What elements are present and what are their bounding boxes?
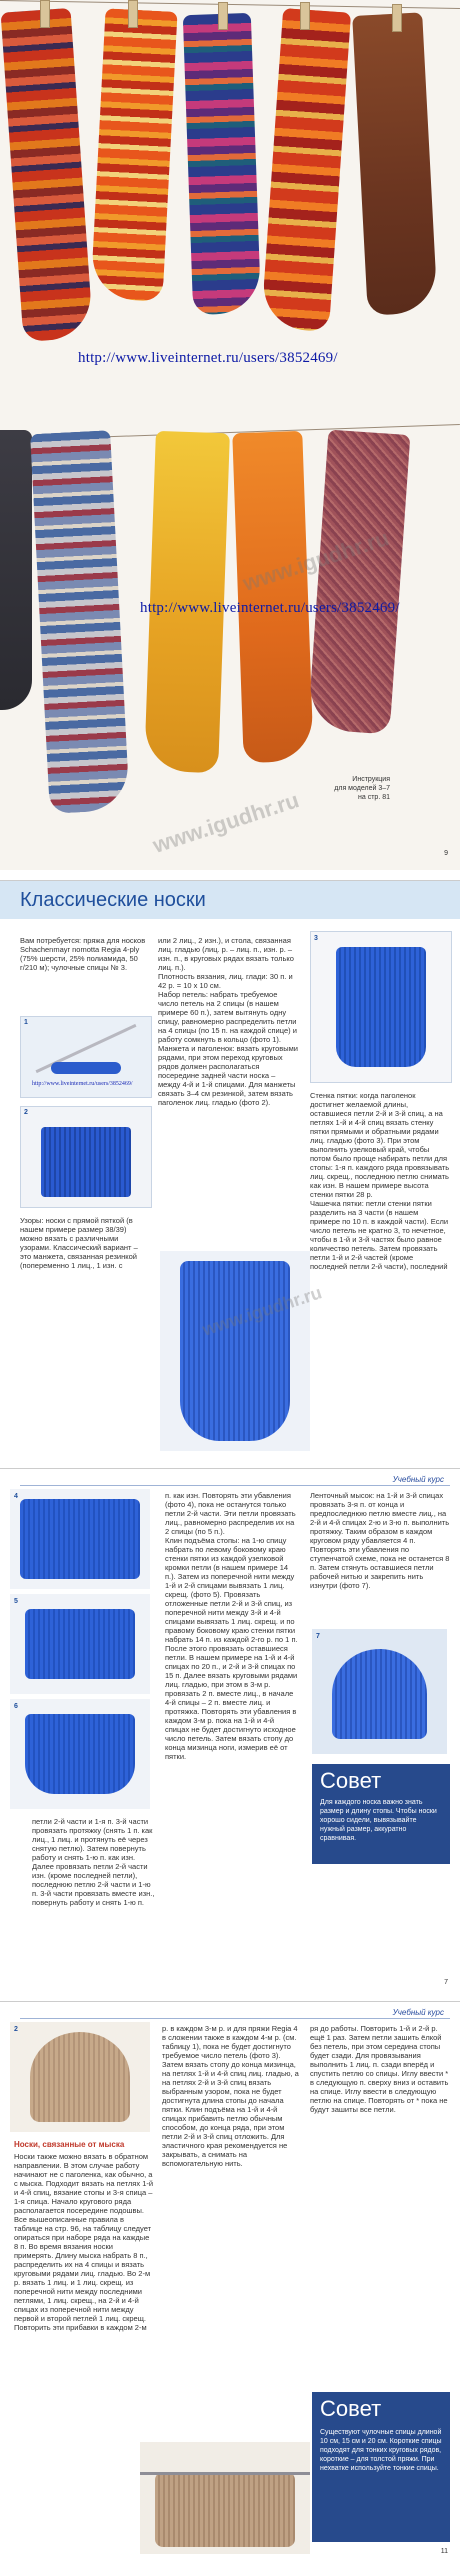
clothespeg [392, 4, 402, 32]
toe-blue [332, 1649, 427, 1739]
knitting-needle [140, 2472, 310, 2475]
sock-brown-plain [352, 12, 438, 315]
sock-heel-blue [180, 1261, 290, 1441]
page-title: Классические носки [20, 889, 206, 911]
knitted-piece-beige [155, 2472, 295, 2547]
page-number: 11 [440, 2548, 448, 2555]
tip-title: Совет [320, 2396, 382, 2421]
column-3-text: ря до работы. Повторить 1-й и 2-й р. ещё 1 раз. Затем петли зашить ёлкой без петель, при этом середина стопы будет сзади. Для провязывания выполнить 1 лиц. п. сзади вперёд и спустить петлю со спицы. Иглу ввести * в следующую п. сверху вниз и оставить на спице. Иглу ввести в следующую петлю на спице. Повторять от * пока не будут зашиты все петли. [310, 2024, 451, 2114]
patterns-text: Узоры: носки с прямой пяткой (в нашем примере размер 38/39) можно вязать с различными узорами. Классический вариант – это манжета, связанная резинкой (попеременно 1 лиц., 1 изн. с [20, 1216, 140, 1270]
column-2-text: р. в каждом 3-м р. и для пряжи Regia 4 в сложении также в каждом 4-м р. (см. таблицу 1), пока не будет достигнуто требуемое число петель (фото 3). Затем вязать стопу до конца мизинца, на петлях 1-й и 4-й спиц лиц. гладью, а на петлях 2-й и 3-й спиц вязать выбранным узором, пока не будет достигнута длина стопы до начала пятки. Клин подъёма на 1-й и 4-й спицах прибавить петлю обычным способом, до конца ряда, при этом петли 2-й и 3-й спиц отложить. Для эластичного края рекомендуется не закрывать, а снимать на вспомогательную нить. [162, 2024, 301, 2168]
course-header: Учебный курс [392, 1475, 444, 1484]
tip-text: Для каждого носка важно знать размер и длину стопы. Чтобы носки хорошо сидели, вывязывайте нужный размер, аккуратно сравнивая. [320, 1799, 437, 1842]
header-rule [20, 2018, 450, 2019]
photo-7 [312, 1629, 447, 1754]
photo-label-5: 5 [14, 1598, 18, 1605]
photo-2 [20, 1106, 152, 1208]
page-number: 9 [444, 850, 448, 857]
watermark-site-3: www.igudhr.ru [199, 1282, 325, 1340]
clothespeg [218, 2, 228, 30]
gusset-blue [25, 1609, 135, 1679]
knitted-tube-blue [41, 1127, 131, 1197]
page-course-11 [0, 2001, 460, 2560]
photo-4 [10, 1489, 150, 1589]
column-2-text: или 2 лиц., 2 изн.), и стола, связанная лиц. гладью (лиц. р. – лиц. п., изн. р. – изн. п., в круговых рядах вязать только лиц. п.). Плотность вязания, лиц. глади: 30 п. и 42 р. = 10 х 10 см. Набор петель: набрать требуемое число петель на 2 спицы (в нашем примере 60 п.), затем вытянуть одну спицу, равномерно распределить петли на 4 спицы (по 15 п. на каждой спице) и работу сомкнуть в кольцо (фото 1). Манжета и паголенок: вязать круговыми рядами, при этом переход круговых рядов должен располагаться посередине задней части носка – между 4-й и 1-й спицами. Для манжеты связать 3–4 см резинкой, затем вязать паголенок лиц. гладью (фото 2). [158, 936, 298, 1107]
photo-5 [10, 1594, 150, 1694]
subtitle: Носки, связанные от мыска [14, 2140, 125, 2149]
tip-box [312, 2392, 450, 2542]
photo-label-1: 1 [24, 1019, 28, 1026]
photo-3 [310, 931, 452, 1083]
watermark-site-2: www.igudhr.ru [149, 787, 302, 858]
sock-mauve-tweed [308, 430, 411, 735]
photo-label-2: 2 [24, 1109, 28, 1116]
photo-knitting-bottom [140, 2442, 310, 2554]
heel-turn-blue [20, 1499, 140, 1579]
sock-orange-plain [232, 431, 313, 763]
header-rule [20, 1485, 450, 1486]
sock-grey-blue-multicolor [30, 430, 130, 814]
column-3-text: Стенка пятки: когда паголенок достигнет желаемой длины, оставшиеся петли 2-й и 3-й спиц, а на петлях 1-й и 4-й спиц вязать стенку пятки прямыми и обратными рядами лиц. гладью (фото 3). При этом выполнить узелковый край, чтобы потом было проще набирать петли для стопы: 1-я п. каждого ряда провязывать лиц. скрещ., последнюю петлю снимать как изн. В нашем примере высота стенки пятки 28 р. Чашечка пятки: петли стенки пятки разделить на 3 части (в нашем примере по 10 п. в каждой части). Если число петель не кратно 3, то нечетное, чтобы в 1-й и 3-й частях было равное количество петель. Затем провязать петли 1-й и 2-й частей (кроме последней петли 2-й части), последний [310, 1091, 450, 1271]
photo-toe-up [10, 2022, 150, 2132]
tip-title: Совет [320, 1768, 382, 1793]
column-1-text: Носки также можно вязать в обратном направлении. В этом случае работу начинают не с паголенка, как обычно, а с мыска. Подходит вязать на петлях 1-й и 4-й спиц, вязание стопы и 3-я спица – 1-я спица. Начало кругового ряда располагается посередине подошвы. Все вышеописанные правила в таблице на стр. 96, на таблицу следует опираться при наборе ряда на каждые 8 п. Во время вязания носки примерять. Длину мыска набрать 8 п., распределить их на 4 спицы и вязать круговыми рядами лиц. гладью. Во 2-м р. вязать 1 лиц. и 1 лиц. скрещ. из поперечной нити между последними петлями, 1 лиц. скрещ., на 2-й и 4-й спицах из поперечной нити между первой и второй петлей 1 лиц. скрещ. Повторить эти прибавки в каждом 2-м [14, 2152, 156, 2332]
sock-red-orange [261, 8, 351, 332]
photo-label-7: 7 [316, 1633, 320, 1640]
materials-text: Вам потребуется: пряжа для носков Schachenmayr nomotta Regia 4-ply (75% шерсти, 25% полиамида, 50 г/210 м); чулочные спицы № 3. [20, 936, 148, 972]
photo-label-4: 4 [14, 1493, 18, 1500]
column-3-text: Ленточный мысок: на 1-й и 3-й спицах провязать 3-я п. от конца и предпоследнюю петлю вместе лиц., на 2-й и 4-й спицах 2-ю и 3-ю п. выполнить протяжку. Таким образом в каждом круговом ряду убавляется 4 п. Повторять эти убавления по ступенчатой схеме, пока не останется 8 п. Затем стянуть оставшиеся петли рабочей нитью и закрепить нить изнутри (фото 7). [310, 1491, 452, 1590]
sock-orange-stripes [90, 8, 177, 301]
page-course-7 [0, 1468, 460, 1994]
column-1-text: петли 2-й части и 1-я п. 3-й части провязать протяжку (снять 1 п. как лиц., 1 лиц. и протянуть её через снятую петлю). Затем повернуть работу и снять 1-ю п. как изн. Далее провязать петли 2-й части изн. (кроме последней петли), последнюю петлю 2-й части и 1-ю п. 3-й части провязать вместе изн., повернуть работу и снять 1-ю п. [32, 1817, 157, 1907]
sock-dark-partial [0, 430, 32, 710]
course-header: Учебный курс [392, 2008, 444, 2017]
photo-page-socks [0, 0, 460, 870]
page-number: 7 [444, 1979, 448, 1986]
clothespeg [128, 0, 138, 28]
tip-box [312, 1764, 450, 1864]
toe-beige [30, 2032, 130, 2122]
watermark-url-3: http://www.liveinternet.ru/users/3852469/ [32, 1081, 133, 1087]
photo-label-3: 3 [314, 935, 318, 942]
yarn-blue [51, 1062, 121, 1074]
clothespeg [300, 2, 310, 30]
clothespeg [40, 0, 50, 28]
clothesline-top [0, 0, 460, 9]
sock-multicolor-red [1, 8, 94, 342]
watermark-url-2: http://www.liveinternet.ru/users/3852469/ [140, 600, 400, 616]
column-2-text: п. как изн. Повторять эти убавления (фото 4), пока не останутся только петли 2-й части. Эти петли провязать лиц., равномерно распределив их на 2 спицы (по 5 п.). Клин подъёма стопы: на 1-ю спицу набрать по левому боковому краю стенки пятки из каждой узелковой кромки петли (в нашем примере 14 п.). Затем из поперечной нити между 1-й и 2-й спицами вывязать 1 лиц. скрещ. (фото 5). Провязать отложенные петли 2-й и 3-й спиц, из поперечной нити между 3-й и 4-й спицами вывязать 1 лиц. скрещ. и по правому боковому краю стенки пятки набрать 14 п. из каждой 2-го р. по 1 п. После этого провязать оставшиеся петли. В нашем примере на 1-й и 4-й спицах по 20 п., и 2-й и 3-й спицах по 15 п. Далее вязать круговыми рядами лиц. гладью, при этом в 3-м р. провязать 2 п. вместе лиц., в начале 4-й спицы – 2 п. вместе лиц. и протяжка. Повторять эти убавления в каждом 3-м р. пока на 1-й и 4-й спицах не будет достигнуто исходное число петель. Затем вязать стопу до конца мизинца ноги, измерив её от пятки. [165, 1491, 298, 1761]
photo-6 [10, 1699, 150, 1809]
watermark-url-1: http://www.liveinternet.ru/users/3852469/ [78, 350, 338, 366]
foot-blue [25, 1714, 135, 1794]
photo-label-2: 2 [14, 2026, 18, 2033]
heel-flap-blue [336, 947, 426, 1067]
page-classic-socks [0, 880, 460, 1461]
pattern-caption: Инструкция для моделей 3–7 на стр. 81 [334, 776, 390, 801]
sock-blue-purple [183, 13, 261, 315]
tip-text: Существуют чулочные спицы длиной 10 см, 15 см и 20 см. Короткие спицы подходят для тонких круговых рядов, короткие – для толстой пряжи. При нехватке используйте тонкие спицы. [320, 2429, 442, 2472]
photo-label-6: 6 [14, 1703, 18, 1710]
photo-heel-large [160, 1251, 310, 1451]
watermark-site-1: www.igudhr.ru [239, 525, 392, 596]
